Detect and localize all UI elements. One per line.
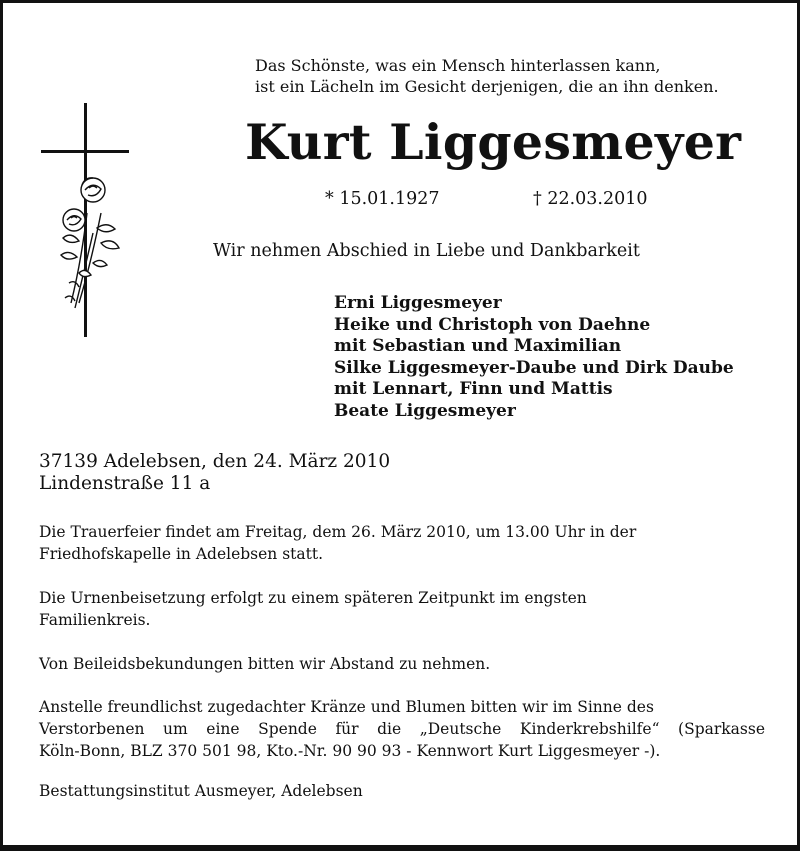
farewell-line: Wir nehmen Abschied in Liebe und Dankbarkeit xyxy=(213,241,640,261)
paragraph-line: Anstelle freundlichst zugedachter Kränze und Blumen bitten wir im Sinne des xyxy=(39,698,654,716)
donation-paragraph xyxy=(39,696,769,762)
birth-date: * 15.01.1927 xyxy=(325,189,440,209)
paragraph-line: Die Trauerfeier findet am Freitag, dem 26. März 2010, um 13.00 Uhr in der xyxy=(39,523,637,541)
address-line: Lindenstraße 11 a xyxy=(39,473,211,494)
place-and-date xyxy=(39,451,390,495)
undertaker-line: Bestattungsinstitut Ausmeyer, Adelebsen xyxy=(39,782,363,800)
mourner-entry: mit Lennart, Finn und Mattis xyxy=(334,379,613,400)
paragraph-line: Familienkreis. xyxy=(39,611,151,629)
mourner-entry: Silke Liggesmeyer-Daube und Dirk Daube xyxy=(334,357,734,378)
quote-line: ist ein Lächeln im Gesicht derjenigen, die an ihn denken. xyxy=(255,77,719,96)
mourner-entry: Erni Liggesmeyer xyxy=(334,293,502,313)
cross-with-roses-icon xyxy=(41,103,141,343)
deceased-name: Kurt Liggesmeyer xyxy=(245,113,742,171)
memorial-quote xyxy=(255,55,719,97)
funeral-service-paragraph xyxy=(39,521,769,565)
condolences-paragraph: Von Beileidsbekundungen bitten wir Abstand zu nehmen. xyxy=(39,655,491,673)
urn-burial-paragraph xyxy=(39,587,769,631)
mourner-entry: mit Sebastian und Maximilian xyxy=(334,336,622,357)
paragraph-line: Friedhofskapelle in Adelebsen statt. xyxy=(39,545,324,563)
paragraph-line: Verstorbenen um eine Spende für die „Deutsche Kinderkrebshilfe“ (Sparkasse xyxy=(39,720,765,738)
quote-line: Das Schönste, was ein Mensch hinterlassen kann, xyxy=(255,56,661,75)
mourners-list xyxy=(334,293,734,423)
mourner-entry: Beate Liggesmeyer xyxy=(334,400,516,421)
mourner-entry: Heike und Christoph von Daehne xyxy=(334,314,651,335)
death-date: † 22.03.2010 xyxy=(533,189,648,209)
paragraph-line: Köln-Bonn, BLZ 370 501 98, Kto.-Nr. 90 90 93 - Kennwort Kurt Liggesmeyer -). xyxy=(39,742,661,760)
roses-icon xyxy=(61,178,119,308)
place-date-line: 37139 Adelebsen, den 24. März 2010 xyxy=(39,451,391,472)
paragraph-line: Die Urnenbeisetzung erfolgt zu einem späteren Zeitpunkt im engsten xyxy=(39,589,587,607)
